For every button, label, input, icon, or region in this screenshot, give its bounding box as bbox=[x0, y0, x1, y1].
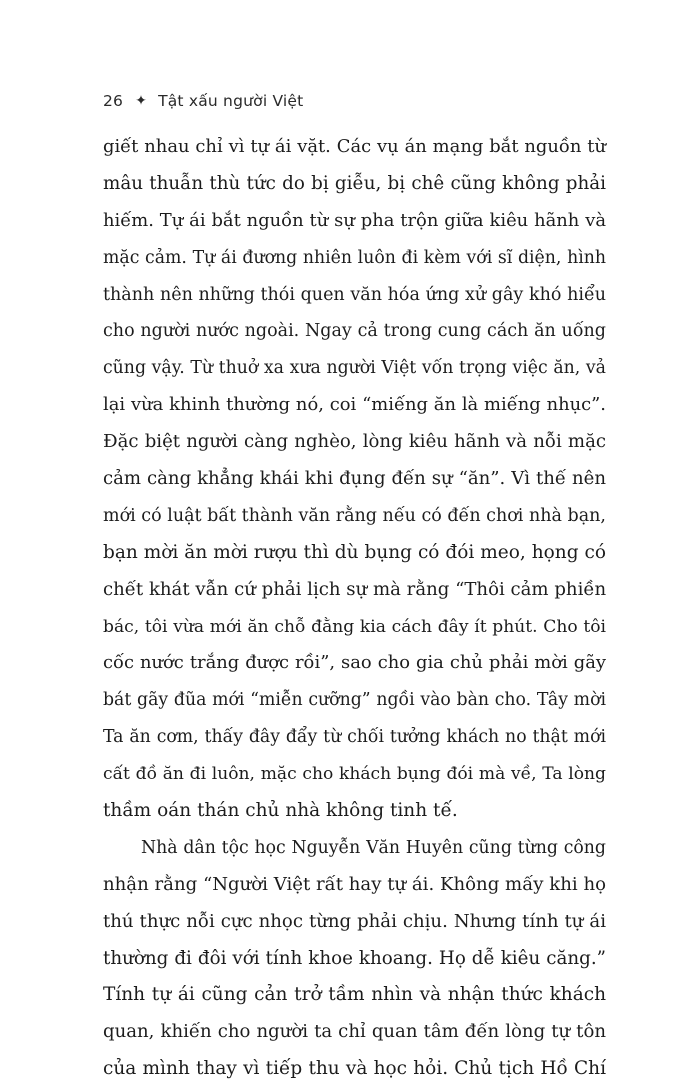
text-line: cất đồ ăn đi luôn, mặc cho khách bụng đói mà về, Ta lòng bbox=[103, 764, 606, 785]
separator-icon: ✦ bbox=[135, 93, 148, 109]
text-line: Nhà dân tộc học Nguyễn Văn Huyên cũng từng công bbox=[141, 837, 606, 858]
text-line: mặc cảm. Tự ái đương nhiên luôn đi kèm với sĩ diện, hình bbox=[103, 247, 606, 268]
text-line: thành nên những thói quen văn hóa ứng xử gây khó hiểu bbox=[103, 284, 606, 305]
text-line: thầm oán thán chủ nhà không tinh tế. bbox=[103, 800, 458, 822]
text-line: bạn mời ăn mời rượu thì dù bụng có đói meo, họng có bbox=[103, 541, 606, 563]
text-line: cảm càng khẳng khái khi đụng đến sự “ăn”. Vì thế nên bbox=[103, 468, 606, 490]
running-header bbox=[103, 88, 303, 114]
text-line: Tính tự ái cũng cản trở tầm nhìn và nhận thức khách bbox=[103, 984, 606, 1006]
body-text bbox=[103, 129, 606, 1088]
text-line: mâu thuẫn thù tức do bị giễu, bị chê cũng không phải bbox=[103, 172, 606, 194]
text-line: cũng vậy. Từ thuở xa xưa người Việt vốn trọng việc ăn, vả bbox=[103, 358, 606, 379]
text-line: bác, tôi vừa mới ăn chỗ đằng kia cách đây ít phút. Cho tôi bbox=[103, 616, 606, 637]
text-line: cốc nước trắng được rồi”, sao cho gia chủ phải mời gãy bbox=[103, 652, 606, 674]
book-title: Tật xấu người Việt bbox=[158, 92, 304, 110]
text-line: mới có luật bất thành văn rằng nếu có đến chơi nhà bạn, bbox=[103, 505, 606, 526]
text-line: chết khát vẫn cứ phải lịch sự mà rằng “Thôi cảm phiền bbox=[103, 578, 607, 600]
text-line: bát gãy đũa mới “miễn cưỡng” ngồi vào bàn cho. Tây mời bbox=[103, 690, 606, 711]
text-line: nhận rằng “Người Việt rất hay tự ái. Không mấy khi họ bbox=[103, 873, 606, 895]
text-line: Ta ăn cơm, thấy đây đẩy từ chối tưởng khách no thật mới bbox=[103, 727, 606, 748]
paragraph-1 bbox=[103, 129, 606, 830]
text-line: cho người nước ngoài. Ngay cả trong cung cách ăn uống bbox=[103, 321, 606, 342]
page-number: 26 bbox=[103, 92, 124, 110]
text-line: của mình thay vì tiếp thu và học hỏi. Chủ tịch Hồ Chí bbox=[103, 1058, 606, 1080]
text-line: hiếm. Tự ái bắt nguồn từ sự pha trộn giữa kiêu hãnh và bbox=[103, 209, 606, 231]
text-line: giết nhau chỉ vì tự ái vặt. Các vụ án mạng bắt nguồn từ bbox=[103, 136, 606, 157]
text-line: thú thực nỗi cực nhọc từng phải chịu. Nhưng tính tự ái bbox=[103, 910, 606, 932]
text-line: quan, khiến cho người ta chỉ quan tâm đến lòng tự tôn bbox=[103, 1021, 606, 1043]
text-line: lại vừa khinh thường nó, coi “miếng ăn là miếng nhục”. bbox=[103, 394, 606, 416]
paragraph-2 bbox=[103, 830, 606, 1088]
text-line: Đặc biệt người càng nghèo, lòng kiêu hãnh và nỗi mặc bbox=[103, 431, 606, 453]
text-line: thường đi đôi với tính khoe khoang. Họ dễ kiêu căng.” bbox=[103, 947, 606, 969]
